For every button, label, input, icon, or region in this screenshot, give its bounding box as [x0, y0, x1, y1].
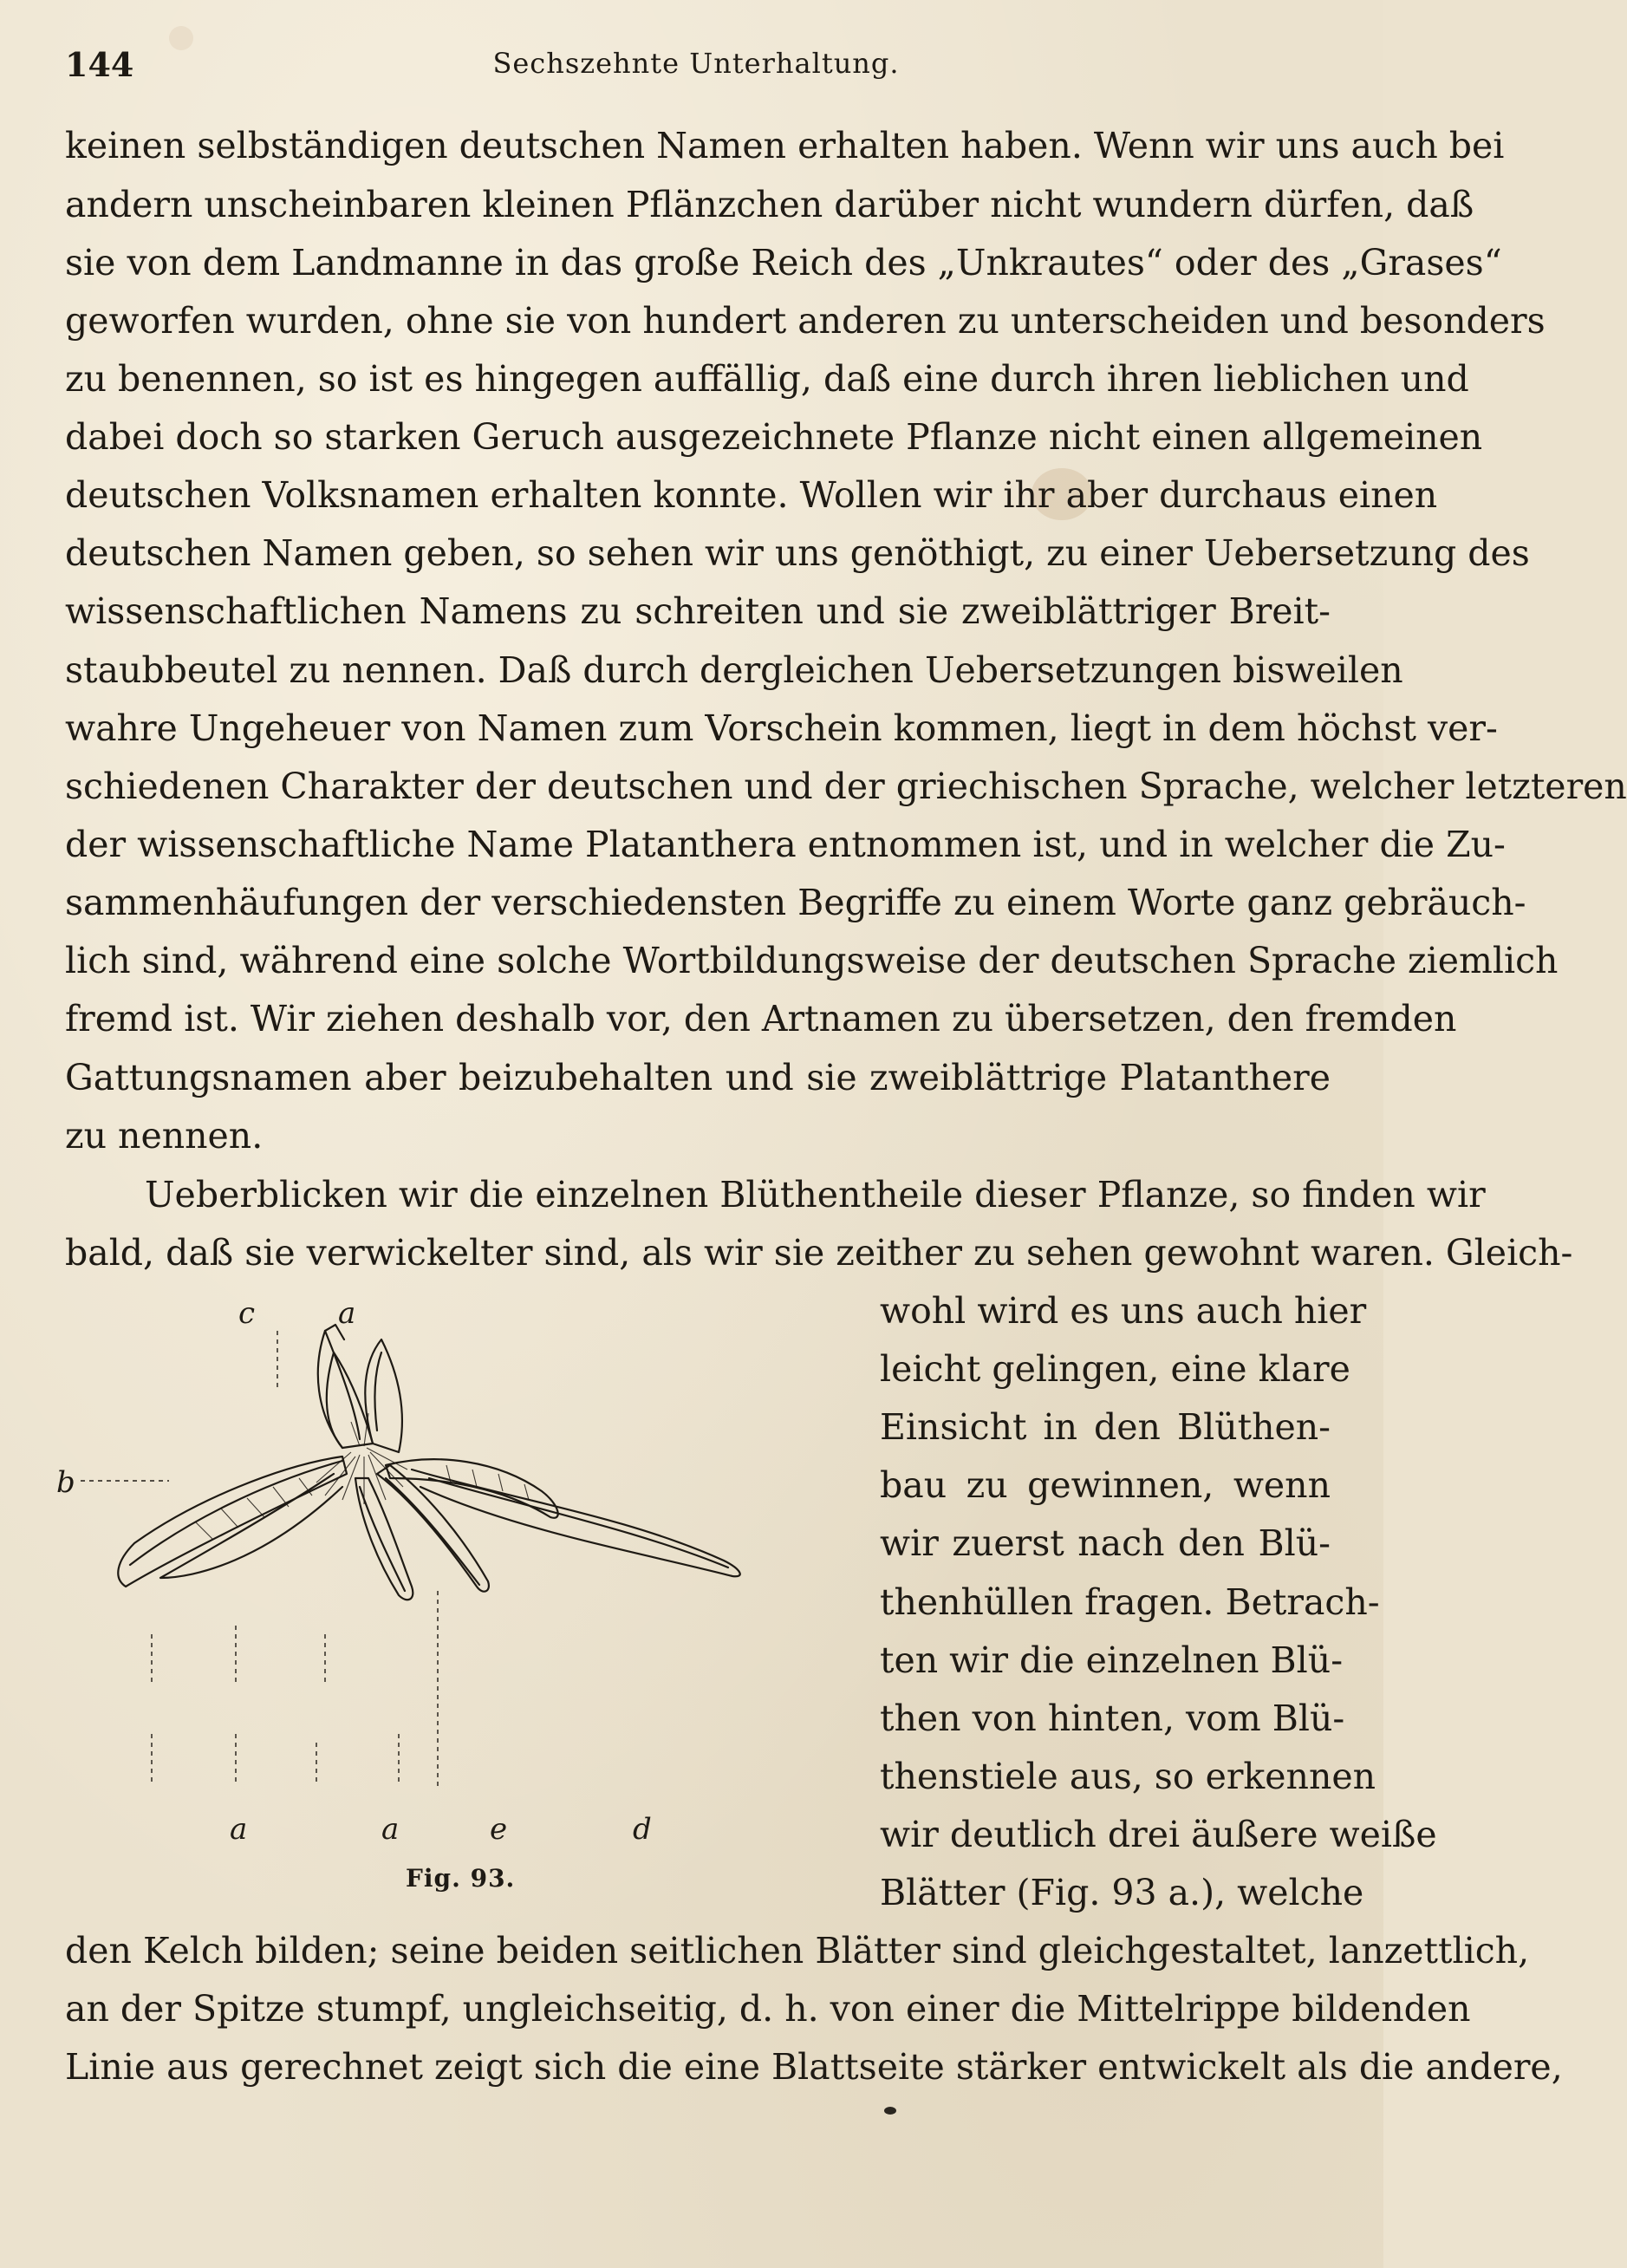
text-line: sie von dem Landmanne in das große Reich des „Unkrautes“ oder des „Grases“: [65, 242, 1502, 284]
text-line: Linie aus gerechnet zeigt sich die eine Blattseite stärker entwickelt als die andere,: [65, 2046, 1563, 2088]
side-text-line: thenhüllen fragen. Betrach-: [880, 1581, 1380, 1623]
side-text-line: leicht gelingen, eine klare: [880, 1348, 1350, 1390]
text-line: sammenhäufungen der verschiedensten Begriffe zu einem Worte ganz gebräuch-: [65, 882, 1526, 923]
side-text-line: ten wir die einzelnen Blü-: [880, 1639, 1344, 1681]
text-line: wahre Ungeheuer von Namen zum Vorschein kommen, liegt in dem höchst ver-: [65, 707, 1498, 749]
text-line: Gattungsnamen aber beizubehalten und sie zweiblättrige Platanthere: [65, 1057, 1331, 1098]
figure-93: [56, 1296, 862, 1925]
page-number: 144: [65, 45, 134, 84]
figure-caption: Fig. 93.: [406, 1864, 516, 1893]
paragraph-start-line: Ueberblicken wir die einzelnen Blüthentheile dieser Pflanze, so finden wir: [145, 1174, 1486, 1215]
label-d-bottom: d: [633, 1812, 652, 1847]
label-c-top: c: [238, 1296, 256, 1331]
text-line: dabei doch so starken Geruch ausgezeichnete Pflanze nicht einen allgemeinen: [65, 416, 1483, 458]
label-a-bottom-2: a: [381, 1812, 400, 1847]
side-text-line: thenstiele aus, so erkennen: [880, 1756, 1376, 1797]
text-line: der wissenschaftliche Name Platanthera entnommen ist, und in welcher die Zu-: [65, 824, 1506, 865]
text-line: andern unscheinbaren kleinen Pflänzchen darüber nicht wundern dürfen, daß: [65, 184, 1474, 225]
side-text-line: then von hinten, vom Blü-: [880, 1698, 1345, 1739]
text-line: deutschen Volksnamen erhalten konnte. Wollen wir ihr aber durchaus einen: [65, 474, 1438, 516]
running-head: Sechszehnte Unterhaltung.: [492, 47, 900, 80]
page-header: [65, 45, 1327, 97]
text-line: schiedenen Charakter der deutschen und der griechischen Sprache, welcher letzteren: [65, 766, 1627, 807]
label-e-bottom: e: [490, 1812, 508, 1847]
label-a-top: a: [338, 1296, 356, 1331]
text-line: den Kelch bilden; seine beiden seitlichen Blätter sind gleichgestaltet, lanzettlich,: [65, 1930, 1530, 1971]
side-text-line: wohl wird es uns auch hier: [880, 1290, 1367, 1332]
text-line: zu benennen, so ist es hingegen auffällig, daß eine durch ihren lieblichen und: [65, 358, 1469, 400]
text-line: deutschen Namen geben, so sehen wir uns genöthigt, zu einer Uebersetzung des: [65, 532, 1530, 574]
side-text-line: wir deutlich drei äußere weiße: [880, 1814, 1437, 1855]
text-line: lich sind, während eine solche Wortbildungsweise der deutschen Sprache ziemlich: [65, 940, 1559, 981]
text-line: zu nennen.: [65, 1115, 264, 1157]
text-line: an der Spitze stumpf, ungleichseitig, d. h. von einer die Mittelrippe bildenden: [65, 1988, 1471, 2030]
text-line: wissenschaftlichen Namens zu schreiten und sie zweiblättriger Breit-: [65, 590, 1331, 632]
text-line: fremd ist. Wir ziehen deshalb vor, den Artnamen zu übersetzen, den fremden: [65, 998, 1457, 1040]
orchid-flower-illustration: [65, 1300, 862, 1855]
ink-dot: [884, 2107, 896, 2115]
label-b-left: b: [56, 1465, 75, 1500]
side-text-line: wir zuerst nach den Blü-: [880, 1522, 1331, 1564]
side-text-line: Blätter (Fig. 93 a.), welche: [880, 1872, 1364, 1913]
side-text-line: Einsicht in den Blüthen-: [880, 1406, 1331, 1448]
text-line: geworfen wurden, ohne sie von hundert anderen zu unterscheiden und besonders: [65, 300, 1546, 342]
label-a-bottom-1: a: [230, 1812, 248, 1847]
text-line: staubbeutel zu nennen. Daß durch dergleichen Uebersetzungen bisweilen: [65, 649, 1403, 691]
side-text-line: bau zu gewinnen, wenn: [880, 1464, 1331, 1506]
text-line: keinen selbständigen deutschen Namen erhalten haben. Wenn wir uns auch bei: [65, 125, 1505, 166]
text-line: bald, daß sie verwickelter sind, als wir sie zeither zu sehen gewohnt waren. Gleich-: [65, 1232, 1573, 1274]
